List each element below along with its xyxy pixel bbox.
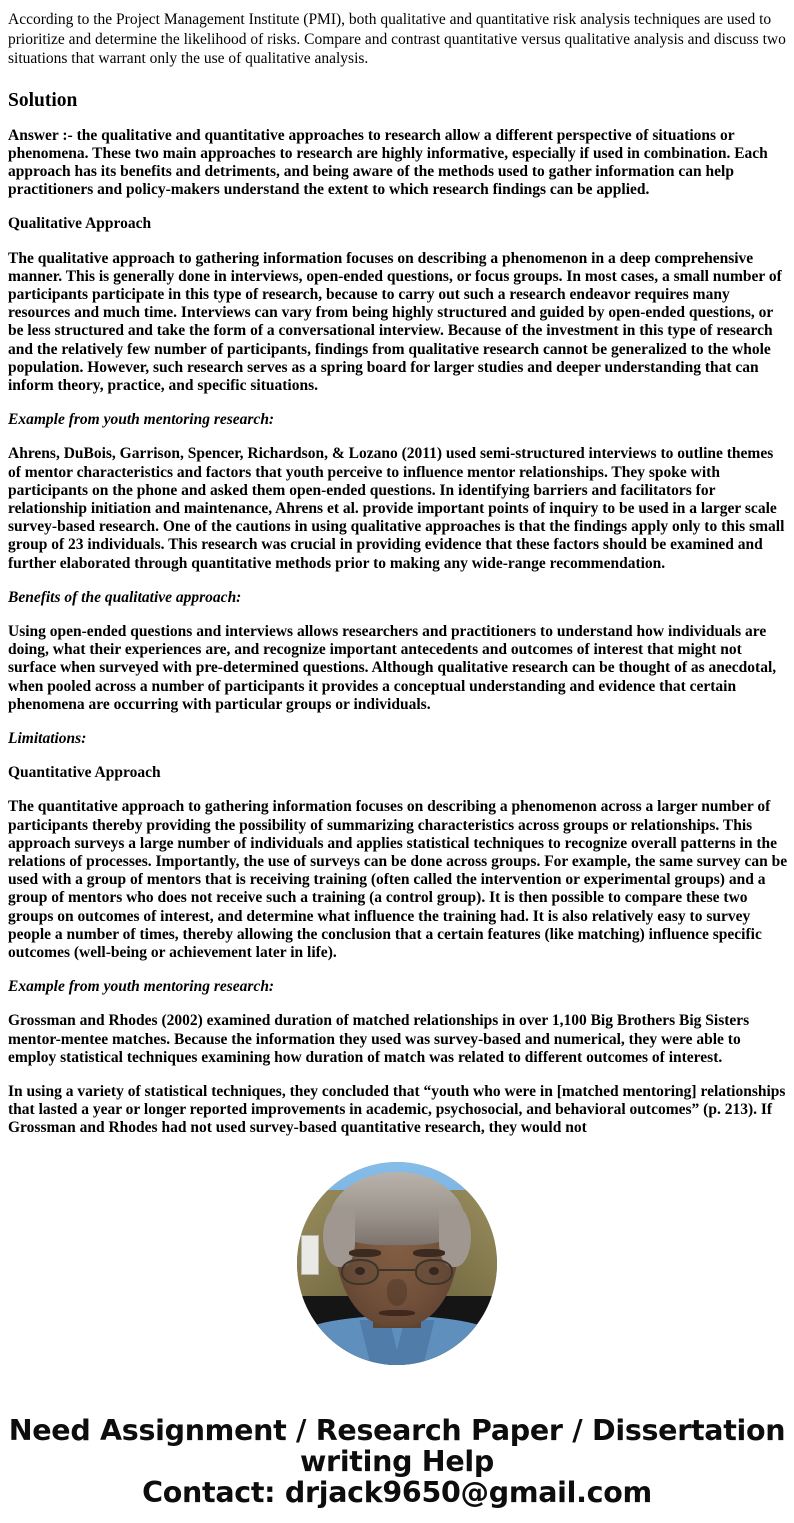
avatar-eyeglass-lens-left bbox=[341, 1259, 379, 1285]
promo-footer bbox=[0, 1415, 794, 1508]
avatar-hair-left bbox=[323, 1206, 355, 1267]
section-heading-example-quantitative: Example from youth mentoring research: bbox=[8, 978, 275, 996]
avatar-mouth bbox=[379, 1310, 415, 1316]
avatar-container bbox=[0, 1162, 794, 1365]
avatar bbox=[297, 1162, 497, 1365]
avatar-nose bbox=[387, 1279, 407, 1305]
section-heading-limitations: Limitations: bbox=[8, 729, 87, 747]
section-heading-qualitative-approach: Qualitative Approach bbox=[8, 215, 152, 233]
avatar-eyebrow-left bbox=[349, 1249, 381, 1257]
avatar-wall-switch bbox=[301, 1235, 319, 1276]
promo-footer-line-1: Need Assignment / Research Paper / Dissertation writing Help bbox=[8, 1413, 786, 1478]
section-body-example-qualitative: Ahrens, DuBois, Garrison, Spencer, Richardson, & Lozano (2011) used semi-structured interviews to outline themes of mentor characteristics and factors that youth perceive to influence mentor relationships. They spoke with participants on the phone and asked them open-ended questions. In identifying barriers and facilitators for relationship initiation and maintenance, Ahrens et al. provide important points of inquiry to be used in a larger scale survey-based research. One of the cautions in using qualitative approaches is that the findings apply only to this small group of 23 individuals. This research was crucial in providing evidence that these factors should be examined and further elaborated through quantitative methods prior to making any wide-range recommendation. bbox=[8, 445, 785, 572]
section-heading-benefits: Benefits of the qualitative approach: bbox=[8, 588, 242, 606]
avatar-eyeglass-bridge bbox=[379, 1269, 415, 1271]
promo-footer-line-2: Contact: drjack9650@gmail.com bbox=[142, 1475, 652, 1509]
solution-heading: Solution bbox=[8, 89, 78, 111]
avatar-eyeglass-lens-right bbox=[415, 1259, 453, 1285]
section-body-quantitative-approach: The quantitative approach to gathering information focuses on describing a phenomenon across a larger number of participants thereby providing the possibility of summarizing characteristics across groups or relationships. This approach surveys a large number of individuals and applies statistical techniques to recognize overall patterns in the relations of processes. Importantly, the use of surveys can be done across groups. For example, the same survey can be used with a group of mentors that is receiving training (often called the intervention or experimental groups) and a group of mentors who does not receive such a training (a control group). It is then possible to compare these two groups on outcomes of interest, and determine what influence the training had. It is also relatively easy to survey people a number of times, thereby allowing the conclusion that a certain features (like matching) influence specific outcomes (well-being or achievement later in life). bbox=[8, 798, 788, 962]
section-body-benefits: Using open-ended questions and interviews allows researchers and practitioners to understand how individuals are doing, what their experiences are, and recognize important antecedents and outcomes of interest that might not surface when surveyed with pre-determined questions. Although qualitative research can be thought of as anecdotal, when pooled across a number of participants it provides a conceptual understanding and evidence that certain phenomena are occurring with particular groups or individuals. bbox=[8, 622, 777, 713]
section-heading-example-qualitative: Example from youth mentoring research: bbox=[8, 411, 275, 429]
avatar-hair-right bbox=[439, 1206, 471, 1267]
answer-intro-paragraph: Answer :- the qualitative and quantitative approaches to research allow a different perspective of situations or phenomena. These two main approaches to research are highly informative, especially if used in combination. Each approach has its benefits and detriments, and being aware of the methods used to gather information can help practitioners and policy-makers understand the extent to which research findings can be applied. bbox=[8, 126, 768, 199]
section-heading-quantitative-approach: Quantitative Approach bbox=[8, 764, 161, 782]
avatar-eyebrow-right bbox=[413, 1249, 445, 1257]
section-body-example-quantitative: Grossman and Rhodes (2002) examined duration of matched relationships in over 1,100 Big Brothers Big Sisters mentor-mentee matches. Because the information they used was survey-based and numerical, they were able to employ statistical techniques examining how duration of match was related to different outcomes of interest. bbox=[8, 1012, 750, 1066]
closing-paragraph: In using a variety of statistical techniques, they concluded that “youth who were in [matched mentoring] relationships that lasted a year or longer reported improvements in academic, psychosocial, and behavioral outcomes” (p. 213). If Grossman and Rhodes had not used survey-based quantitative research, they would not bbox=[8, 1083, 786, 1137]
section-body-qualitative-approach: The qualitative approach to gathering information focuses on describing a phenomenon in a deep comprehensive manner. This is generally done in interviews, open-ended questions, or focus groups. In most cases, a small number of participants participate in this type of research, because to carry out such a research endeavor requires many resources and much time. Interviews can vary from being highly structured and guided by open-ended questions, or be less structured and take the form of a conversational interview. Because of the investment in this type of research and the relatively few number of participants, findings from qualitative research cannot be generalized to the whole population. However, such research serves as a spring board for larger studies and deeper understanding that can inform theory, practice, and specific situations. bbox=[8, 249, 782, 394]
question-prompt: According to the Project Management Institute (PMI), both qualitative and quantitative risk analysis techniques are used to prioritize and determine the likelihood of risks. Compare and contrast quantitative versus qualitative analysis and discuss two situations that warrant only the use of qualitative analysis. bbox=[8, 11, 786, 67]
